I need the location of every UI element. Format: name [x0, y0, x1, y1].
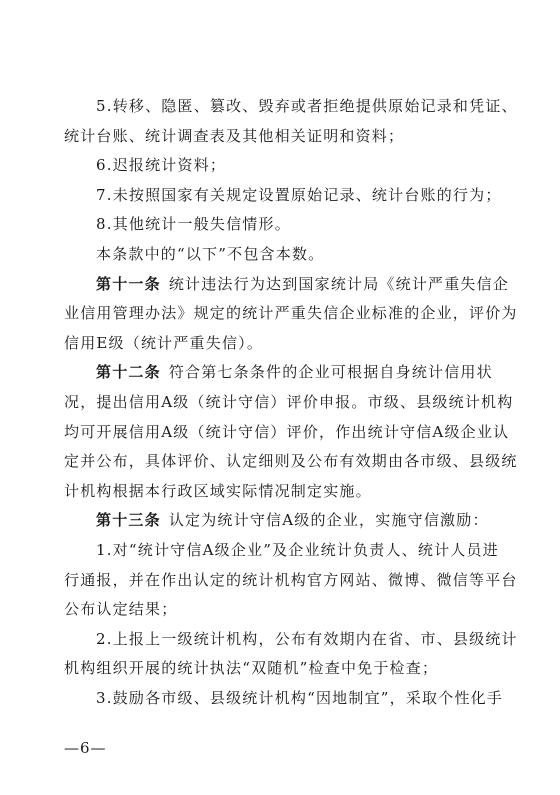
line-text: 符合第七条条件的企业可根据自身统计信用状 [168, 363, 493, 382]
line-text: 统计台账、统计调查表及其他相关证明和资料； [64, 126, 405, 145]
line-text: 计机构根据本行政区域实际情况制定实施。 [64, 481, 372, 500]
text-line [64, 358, 510, 388]
line-text: 行通报，并在作出认定的统计机构官方网站、微博、微信等平台 [64, 570, 518, 589]
text-line [64, 684, 510, 714]
line-text: 公布认定结果； [64, 600, 178, 619]
text-line [64, 240, 510, 270]
article-heading: 第十一条 [96, 274, 161, 293]
line-text: 均可开展信用A级（统计守信）评价，作出统计守信A级企业认 [64, 422, 510, 441]
line-text: 8.其他统计一般失信情形。 [96, 215, 291, 234]
text-line [64, 477, 510, 507]
document-body [64, 92, 518, 713]
text-line [64, 418, 510, 448]
text-line [64, 506, 510, 536]
text-line [64, 210, 510, 240]
text-line [64, 595, 510, 625]
line-text: 况，提出信用A级（统计守信）评价申报。市级、县级统计机构 [64, 392, 514, 411]
text-line [64, 388, 514, 418]
text-line [64, 447, 518, 477]
line-text: 7.未按照国家有关规定设置原始记录、统计台账的行为； [96, 185, 502, 204]
text-line [64, 270, 510, 300]
line-text: 定并公布，具体评价、认定细则及公布有效期由各市级、县级统 [64, 452, 518, 471]
line-text: 业信用管理办法》规定的统计严重失信企业标准的企业，评价为 [64, 304, 518, 323]
text-line [64, 151, 510, 181]
text-line [64, 566, 518, 596]
text-line [64, 329, 510, 359]
text-line [64, 181, 510, 211]
line-text: 6.迟报统计资料； [96, 156, 227, 175]
line-text: 3.鼓励各市级、县级统计机构“因地制宜”，采取个性化手 [96, 688, 504, 707]
article-heading: 第十三条 [96, 511, 161, 530]
text-line [64, 92, 518, 122]
line-text: 信用E级（统计严重失信）。 [64, 333, 264, 352]
text-line [64, 654, 510, 684]
line-text: 5.转移、隐匿、篡改、毁弃或者拒绝提供原始记录和凭证、 [96, 97, 518, 115]
text-line [64, 299, 518, 329]
text-line [64, 536, 510, 566]
article-heading: 第十二条 [96, 363, 161, 382]
text-line [64, 625, 518, 655]
line-text: 机构组织开展的统计执法“双随机”检查中免于检查； [64, 659, 439, 678]
text-line [64, 122, 510, 152]
page-number: —6— [64, 739, 107, 757]
line-text: 本条款中的“以下”不包含本数。 [96, 244, 325, 263]
line-text: 1.对“统计守信A级企业”及企业统计负责人、统计人员进 [96, 540, 499, 559]
line-text: 统计违法行为达到国家统计局《统计严重失信企 [168, 274, 510, 293]
line-text: 2.上报上一级统计机构，公布有效期内在省、市、县级统计 [96, 629, 518, 648]
line-text: 认定为统计守信A级的企业，实施守信激励： [168, 511, 489, 530]
